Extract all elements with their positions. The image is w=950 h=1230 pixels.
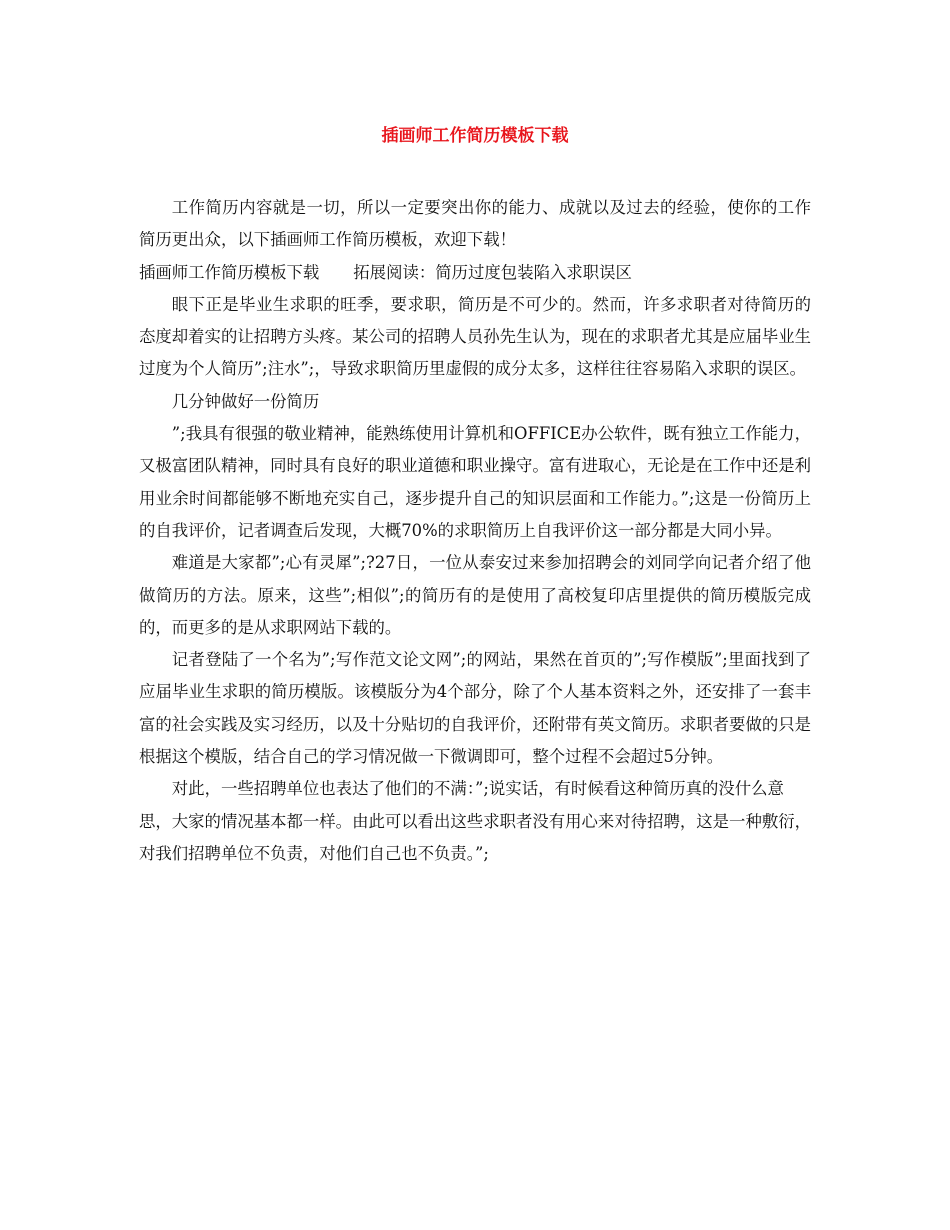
paragraph-3: 难道是大家都”;心有灵犀”;?27日，一位从泰安过来参加招聘会的刘同学向记者介绍了他做简历的方法。原来，这些”;相似”;的简历有的是使用了高校复印店里提供的简历模版完成的，而更多的是从求职网站下载的。: [139, 553, 811, 637]
paragraph-2: ”;我具有很强的敬业精神，能熟练使用计算机和OFFICE办公软件，既有独立工作能力，又极富团队精神，同时具有良好的职业道德和职业操守。富有进取心，无论是在工作中还是利用业余时间都能够不断地充实自己，逐步提升自己的知识层面和工作能力。”;这是一份简历上的自我评价，记者调查后发现，大概70%的求职简历上自我评价这一部分都是大同小异。: [139, 424, 812, 540]
paragraph-5: 对此，一些招聘单位也表达了他们的不满：”;说实话，有时候看这种简历真的没什么意思，大家的情况基本都一样。由此可以看出这些求职者没有用心来对待招聘，这是一种敷衍，对我们招聘单位不负责，对他们自己也不负责。”;: [139, 779, 812, 863]
document-title: 插画师工作简历模板下载: [381, 126, 569, 146]
paragraph-1: 眼下正是毕业生求职的旺季，要求职，简历是不可少的。然而，许多求职者对待简历的态度却着实的让招聘方头疼。某公司的招聘人员孙先生认为，现在的求职者尤其是应届毕业生过度为个人简历”;注水”;，导致求职简历里虚假的成分太多，这样往往容易陷入求职的误区。: [139, 294, 812, 379]
document-body: [139, 192, 811, 870]
section-heading: 几分钟做好一份简历: [171, 391, 320, 411]
subline: [139, 257, 811, 289]
subline-left: 插画师工作简历模板下载: [139, 262, 320, 282]
subline-right: 拓展阅读：简历过度包装陷入求职误区: [353, 262, 632, 282]
paragraph-4: 记者登陆了一个名为”;写作范文论文网”;的网站，果然在首页的”;写作模版”;里面找到了应届毕业生求职的简历模版。该模版分为4个部分，除了个人基本资料之外，还安排了一套丰富的社会实践及实习经历，以及十分贴切的自我评价，还附带有英文简历。求职者要做的只是根据这个模版，结合自己的学习情况做一下微调即可，整个过程不会超过5分钟。: [139, 650, 812, 767]
intro-paragraph: 工作简历内容就是一切，所以一定要突出你的能力、成就以及过去的经验，使你的工作简历更出众，以下插画师工作简历模板，欢迎下载！: [139, 198, 811, 250]
